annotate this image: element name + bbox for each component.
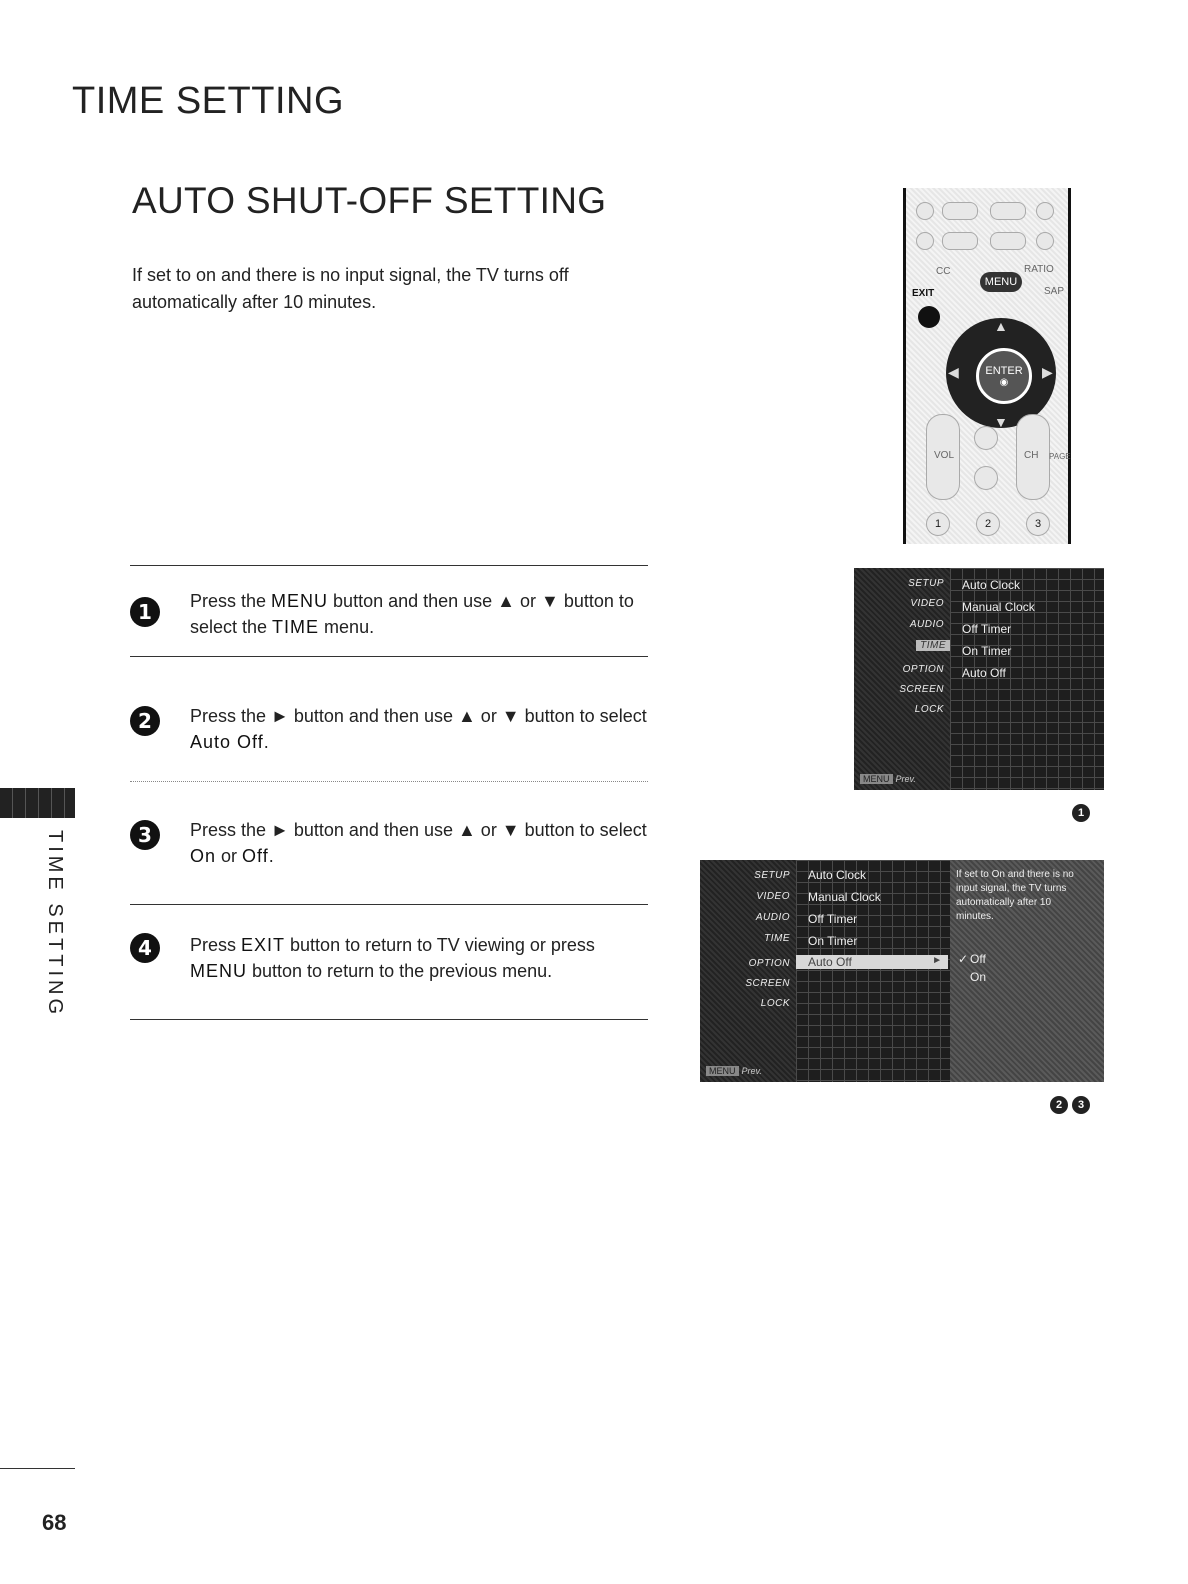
remote-button bbox=[990, 232, 1026, 250]
step-number: 1 bbox=[130, 597, 160, 627]
menu-key: MENU bbox=[706, 1066, 739, 1076]
osd-category-column bbox=[854, 568, 950, 790]
osd-category: OPTION bbox=[748, 958, 790, 969]
step-4-text: Press EXIT button to return to TV viewing or press MENU button to return to the previous menu. bbox=[190, 935, 595, 981]
osd-category: OPTION bbox=[902, 664, 944, 675]
osd-category: AUDIO bbox=[755, 912, 790, 923]
enter-label: ENTER bbox=[985, 364, 1023, 377]
osd-option: On Timer bbox=[962, 644, 1012, 658]
figure-badge: 3 bbox=[1072, 1096, 1090, 1114]
check-icon: ✓ bbox=[958, 952, 969, 966]
menu-button: MENU bbox=[980, 272, 1022, 292]
osd-option: Auto Clock bbox=[808, 868, 867, 882]
number-2-button: 2 bbox=[976, 512, 1000, 536]
ch-label: CH bbox=[1024, 450, 1039, 461]
osd-category: SETUP bbox=[754, 870, 790, 881]
number-3-button: 3 bbox=[1026, 512, 1050, 536]
step-divider bbox=[130, 656, 648, 657]
enter-button bbox=[976, 348, 1032, 404]
exit-label: EXIT bbox=[912, 288, 935, 299]
osd-category-selected: TIME bbox=[916, 640, 950, 651]
osd-info-panel bbox=[950, 860, 1104, 1082]
remote-button bbox=[990, 202, 1026, 220]
osd-option: Manual Clock bbox=[962, 600, 1035, 614]
step-divider bbox=[130, 781, 648, 782]
remote-button bbox=[942, 232, 978, 250]
side-chapter-label: TIME SETTING bbox=[44, 830, 66, 1018]
step-2-text: Press the ► button and then use ▲ or ▼ button to select Auto Off. bbox=[190, 706, 647, 752]
chapter-tab bbox=[0, 788, 75, 818]
osd-option: Off Timer bbox=[962, 622, 1012, 636]
osd-category: TIME bbox=[764, 933, 790, 944]
cc-label: CC bbox=[936, 266, 951, 277]
remote-button bbox=[974, 466, 998, 490]
step-divider bbox=[130, 904, 648, 905]
page-title: AUTO SHUT-OFF SETTING bbox=[132, 180, 607, 221]
osd-category: LOCK bbox=[760, 998, 790, 1009]
number-1-button: 1 bbox=[926, 512, 950, 536]
enter-dot-icon: ◉ bbox=[999, 376, 1009, 388]
osd-option: Manual Clock bbox=[808, 890, 881, 904]
footer-rule bbox=[0, 1468, 75, 1469]
osd-suboption-off: Off bbox=[970, 952, 986, 966]
osd-option: Auto Off bbox=[962, 666, 1006, 680]
ratio-label: RATIO bbox=[1024, 264, 1054, 275]
right-arrow-icon: ▶ bbox=[1042, 364, 1053, 380]
osd-option-selected: Auto Off ► bbox=[796, 955, 948, 969]
down-arrow-icon: ▼ bbox=[994, 414, 1008, 430]
osd-option: Off Timer bbox=[808, 912, 858, 926]
left-arrow-icon: ◀ bbox=[948, 364, 959, 380]
menu-key: MENU bbox=[860, 774, 893, 784]
page-number: 68 bbox=[42, 1510, 67, 1535]
osd-options-panel bbox=[950, 568, 1104, 790]
osd-option: Auto Clock bbox=[962, 578, 1021, 592]
section-title: TIME SETTING bbox=[72, 80, 344, 122]
step-number: 2 bbox=[130, 706, 160, 736]
osd-category-column bbox=[700, 860, 796, 1082]
osd-category: AUDIO bbox=[909, 619, 944, 630]
vol-label: VOL bbox=[934, 450, 955, 461]
remote-button bbox=[1036, 202, 1054, 220]
step-number: 4 bbox=[130, 933, 160, 963]
remote-button bbox=[916, 232, 934, 250]
figure-badge: 2 bbox=[1050, 1096, 1068, 1114]
page-label: PAGE bbox=[1049, 452, 1071, 461]
right-arrow-icon: ► bbox=[932, 955, 942, 966]
figure-badge: 1 bbox=[1072, 804, 1090, 822]
remote-button bbox=[916, 202, 934, 220]
remote-button bbox=[974, 426, 998, 450]
osd-suboption-on: On bbox=[970, 970, 987, 984]
remote-control bbox=[903, 188, 1071, 544]
sap-label: SAP bbox=[1044, 286, 1065, 297]
step-divider bbox=[130, 565, 648, 566]
up-arrow-icon: ▲ bbox=[994, 318, 1008, 334]
step-number: 3 bbox=[130, 820, 160, 850]
osd-option: On Timer bbox=[808, 934, 858, 948]
osd-prev-hint: MENU Prev. bbox=[860, 774, 916, 784]
osd-category: LOCK bbox=[914, 704, 944, 715]
exit-button bbox=[918, 306, 940, 328]
osd-category: SCREEN bbox=[899, 684, 944, 695]
osd-category: SCREEN bbox=[745, 978, 790, 989]
step-divider bbox=[130, 1019, 648, 1020]
remote-button bbox=[1036, 232, 1054, 250]
osd-time-menu bbox=[854, 568, 1104, 790]
remote-button bbox=[942, 202, 978, 220]
intro-text: If set to on and there is no input signal, the TV turns off automatically after 10 minutes. bbox=[132, 265, 569, 312]
osd-category: VIDEO bbox=[756, 891, 790, 902]
osd-category: SETUP bbox=[908, 578, 944, 589]
osd-prev-hint: MENU Prev. bbox=[706, 1066, 762, 1076]
osd-help-text: If set to On and there is no input signal, the TV turns automatically after 10 minutes. bbox=[956, 869, 1074, 922]
osd-category: VIDEO bbox=[910, 598, 944, 609]
osd-auto-off-menu bbox=[700, 860, 1104, 1082]
osd-options-panel bbox=[796, 860, 950, 1082]
step-3-text: Press the ► button and then use ▲ or ▼ button to select On or Off. bbox=[190, 820, 647, 866]
step-1-text: Press the MENU button and then use ▲ or ▼ button to select the TIME menu. bbox=[190, 591, 634, 637]
